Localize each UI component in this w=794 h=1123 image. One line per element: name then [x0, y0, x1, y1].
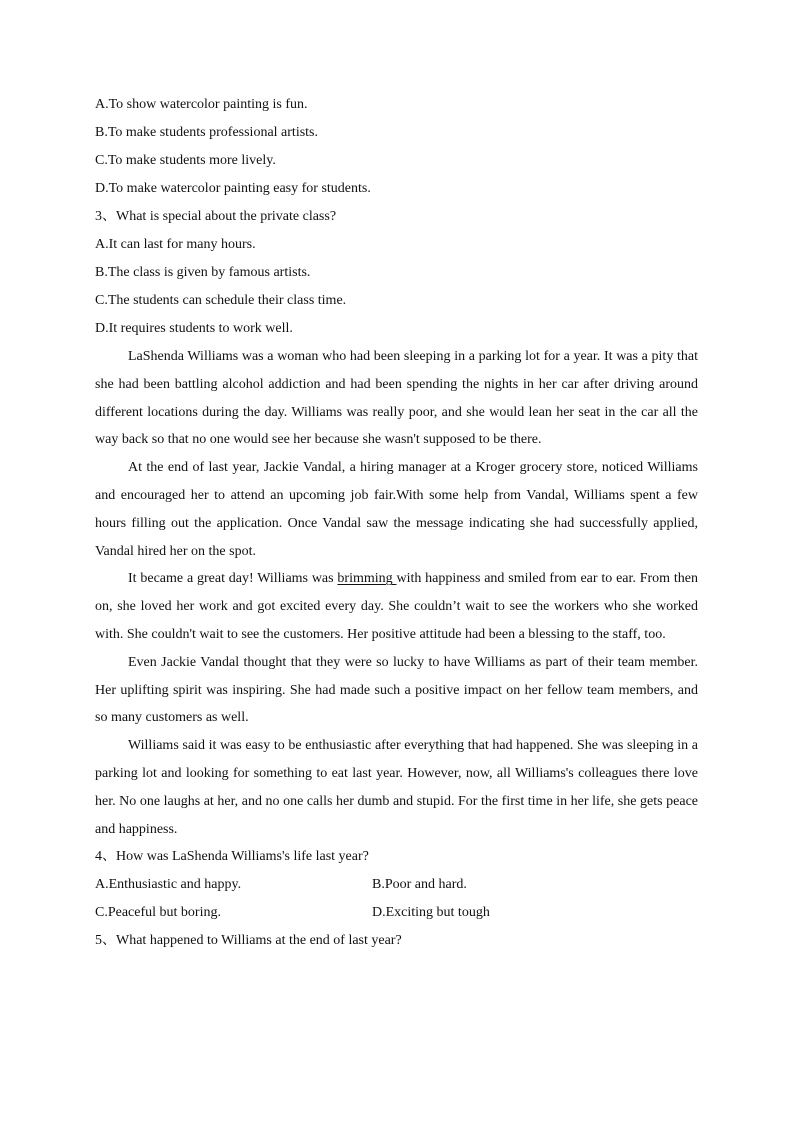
q2-option-c: C.To make students more lively.	[95, 153, 276, 168]
document-page	[95, 91, 698, 955]
reading-passage	[95, 343, 698, 843]
question-4	[95, 843, 698, 927]
q2-option-a: A.To show watercolor painting is fun.	[95, 97, 308, 112]
q2-option-b: B.To make students professional artists.	[95, 125, 318, 140]
passage-paragraph-5: Williams said it was easy to be enthusiastic after everything that had happened. She was sleeping in a parking lot and looking for something to eat last year. However, now, all Williams's colleagues there love her. No one laughs at her, and no one calls her dumb and stupid. For the first time in her life, she gets peace and happiness.	[95, 738, 698, 837]
q3-option-c: C.The students can schedule their class time.	[95, 293, 347, 308]
paragraph-3-end: with happiness and smiled from ear to ear. From then on, she loved her work and got excited every day. She couldn’t wait to see the workers who she worked with. She couldn't wait to see the customers. Her positive attitude had been a blessing to the staff, too.	[95, 571, 698, 642]
underlined-word-brimming: brimming	[337, 571, 397, 587]
question-5	[95, 927, 698, 955]
passage-paragraph-2: At the end of last year, Jackie Vandal, a hiring manager at a Kroger grocery store, noticed Williams and encouraged her to attend an upcoming job fair.With some help from Vandal, Williams spent a few hours filling out the application. Once Vandal saw the message indicating she had successfully applied, Vandal hired her on the spot.	[95, 460, 698, 559]
q4-options-row-1	[95, 871, 698, 899]
q5-question: 5、What happened to Williams at the end of last year?	[95, 933, 402, 949]
passage-paragraph-1: LaShenda Williams was a woman who had been sleeping in a parking lot for a year. It was a pity that she had been battling alcohol addiction and had been spending the nights in her car after driving around different locations during the day. Williams was really poor, and she would lean her seat in the car all the way back so that no one would see her because she wasn't supposed to be there.	[95, 349, 698, 448]
q4-question: 4、How was LaShenda Williams's life last year?	[95, 849, 369, 865]
passage-paragraph-3	[95, 565, 698, 648]
q4-option-c: C.Peaceful but boring.	[95, 905, 221, 921]
q3-option-a: A.It can last for many hours.	[95, 237, 256, 252]
q4-option-a: A.Enthusiastic and happy.	[95, 877, 242, 893]
q4-options-row-2	[95, 899, 698, 927]
question-2-options	[95, 91, 698, 203]
paragraph-3-start: It became a great day! Williams was	[128, 571, 338, 587]
q3-option-b: B.The class is given by famous artists.	[95, 265, 311, 280]
passage-paragraph-4: Even Jackie Vandal thought that they were so lucky to have Williams as part of their team member. Her uplifting spirit was inspiring. She had made such a positive impact on her fellow team members, and so many customers as well.	[95, 654, 698, 726]
q4-option-d: D.Exciting but tough	[372, 905, 490, 921]
q4-option-b: B.Poor and hard.	[372, 877, 467, 893]
q3-question: 3、What is special about the private class?	[95, 209, 337, 224]
question-3	[95, 203, 698, 343]
q3-option-d: D.It requires students to work well.	[95, 321, 293, 336]
q2-option-d: D.To make watercolor painting easy for students.	[95, 181, 371, 196]
